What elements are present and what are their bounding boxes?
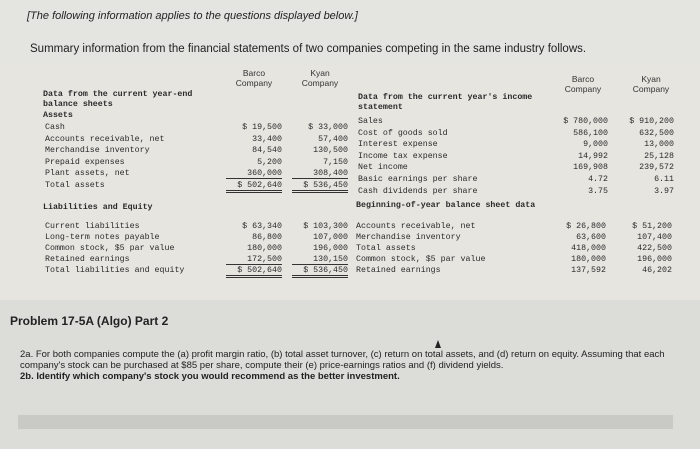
- kyan-header-right: Kyan Company: [632, 74, 670, 94]
- boy-barco-value: 137,592: [571, 266, 606, 275]
- assets-kyan-value: 57,400: [318, 134, 348, 144]
- income-barco-value: 169,908: [573, 163, 608, 173]
- liabs-kyan-value: $ 536,450: [292, 266, 348, 278]
- boy-label: Accounts receivable, net: [356, 222, 476, 231]
- income-label: Interest expense: [358, 140, 438, 150]
- income-kyan-value: 632,500: [639, 128, 674, 138]
- boy-label: Common stock, $5 par value: [356, 255, 486, 264]
- income-heading: Data from the current year's income statement: [358, 93, 533, 112]
- income-label: Basic earnings per share: [358, 175, 478, 184]
- assets-kyan-value: $ 33,000: [308, 123, 348, 132]
- boy-barco-value: $ 26,800: [566, 222, 606, 231]
- income-label: Sales: [358, 117, 383, 126]
- liabs-label: Retained earnings: [45, 255, 130, 264]
- income-label: Cost of goods sold: [358, 128, 448, 138]
- liab-title: Liabilities and Equity: [43, 203, 153, 212]
- income-barco-value: 4.72: [588, 175, 608, 184]
- boy-kyan-value: 46,202: [642, 266, 672, 275]
- assets-label: Total assets: [45, 180, 105, 190]
- liabs-barco-value: $ 502,640: [226, 266, 282, 278]
- liabs-label: Long-term notes payable: [45, 233, 160, 242]
- assets-label: Prepaid expenses: [45, 157, 125, 167]
- assets-label: Plant assets, net: [45, 169, 130, 178]
- boy-barco-value: 63,600: [576, 233, 606, 242]
- liabs-kyan-value: 196,000: [313, 244, 348, 253]
- income-barco-value: $ 780,000: [563, 117, 608, 126]
- boy-heading: Beginning-of-year balance sheet data: [356, 201, 536, 210]
- liabs-label: Total liabilities and equity: [45, 266, 185, 275]
- assets-title: Assets: [43, 111, 73, 120]
- boy-barco-value: 418,000: [571, 244, 606, 253]
- boy-label: Retained earnings: [356, 266, 441, 275]
- boy-kyan-value: 422,500: [637, 244, 672, 253]
- barco-header-left: Barco Company: [235, 68, 273, 88]
- income-kyan-value: $ 910,200: [629, 117, 674, 126]
- assets-barco-value: $ 19,500: [242, 123, 282, 132]
- income-kyan-value: 239,572: [639, 163, 674, 173]
- income-label: Cash dividends per share: [358, 186, 478, 196]
- assets-label: Merchandise inventory: [45, 146, 150, 155]
- income-kyan-value: 3.97: [654, 186, 674, 196]
- income-kyan-value: 25,128: [644, 151, 674, 161]
- question-2a: 2a. For both companies compute the (a) profit margin ratio, (b) total asset turnover, (c) return on total assets, and (d) return on equity. Assuming that each company's stock can be purchased at $85 per share, compute their (e) price-earnings ratios and (f) dividend yields.: [20, 349, 665, 371]
- income-barco-value: 3.75: [588, 186, 608, 196]
- liabs-kyan-value: 130,150: [292, 255, 348, 265]
- boy-kyan-value: $ 51,200: [632, 222, 672, 231]
- assets-kyan-value: 130,500: [313, 146, 348, 155]
- assets-label: Accounts receivable, net: [45, 134, 165, 144]
- assets-label: Cash: [45, 123, 65, 132]
- assets-barco-value: 360,000: [226, 169, 282, 179]
- summary-line: Summary information from the financial statements of two companies competing in the same industry follows.: [30, 43, 587, 55]
- liabs-barco-value: 180,000: [247, 244, 282, 253]
- answer-bar[interactable]: [18, 415, 673, 429]
- balance-sheet-heading: Data from the current year-end balance sheets: [43, 90, 193, 109]
- boy-kyan-value: 196,000: [637, 255, 672, 264]
- liabs-label: Current liabilities: [45, 222, 140, 231]
- problem-title: Problem 17-5A (Algo) Part 2: [10, 314, 169, 328]
- assets-barco-value: 5,200: [257, 157, 282, 167]
- income-kyan-value: 13,000: [644, 140, 674, 150]
- income-barco-value: 586,100: [573, 128, 608, 138]
- question-2b: 2b. Identify which company's stock you would recommend as the better investment.: [20, 371, 400, 382]
- assets-barco-value: 84,540: [252, 146, 282, 155]
- assets-kyan-value: $ 536,450: [292, 181, 348, 193]
- boy-label: Merchandise inventory: [356, 233, 461, 242]
- mouse-cursor-icon: [435, 340, 441, 348]
- liabs-barco-value: 172,500: [226, 255, 282, 265]
- liabs-kyan-value: 107,000: [313, 233, 348, 242]
- assets-barco-value: $ 502,640: [226, 181, 282, 193]
- boy-barco-value: 180,000: [571, 255, 606, 264]
- barco-header-right: Barco Company: [564, 74, 602, 94]
- liabs-barco-value: 86,800: [252, 233, 282, 242]
- boy-label: Total assets: [356, 244, 416, 253]
- income-barco-value: 14,992: [578, 151, 608, 161]
- liabs-barco-value: $ 63,340: [242, 222, 282, 231]
- kyan-header-left: Kyan Company: [301, 68, 339, 88]
- assets-kyan-value: 7,150: [323, 157, 348, 167]
- income-label: Income tax expense: [358, 151, 448, 161]
- income-barco-value: 9,000: [583, 140, 608, 150]
- liabs-kyan-value: $ 103,300: [303, 222, 348, 231]
- income-kyan-value: 6.11: [654, 175, 674, 184]
- income-label: Net income: [358, 163, 408, 173]
- liabs-label: Common stock, $5 par value: [45, 244, 175, 253]
- intro-note: [The following information applies to the questions displayed below.]: [27, 10, 358, 22]
- question-block: [20, 349, 690, 382]
- assets-barco-value: 33,400: [252, 134, 282, 144]
- boy-kyan-value: 107,400: [637, 233, 672, 242]
- assets-kyan-value: 308,400: [292, 169, 348, 179]
